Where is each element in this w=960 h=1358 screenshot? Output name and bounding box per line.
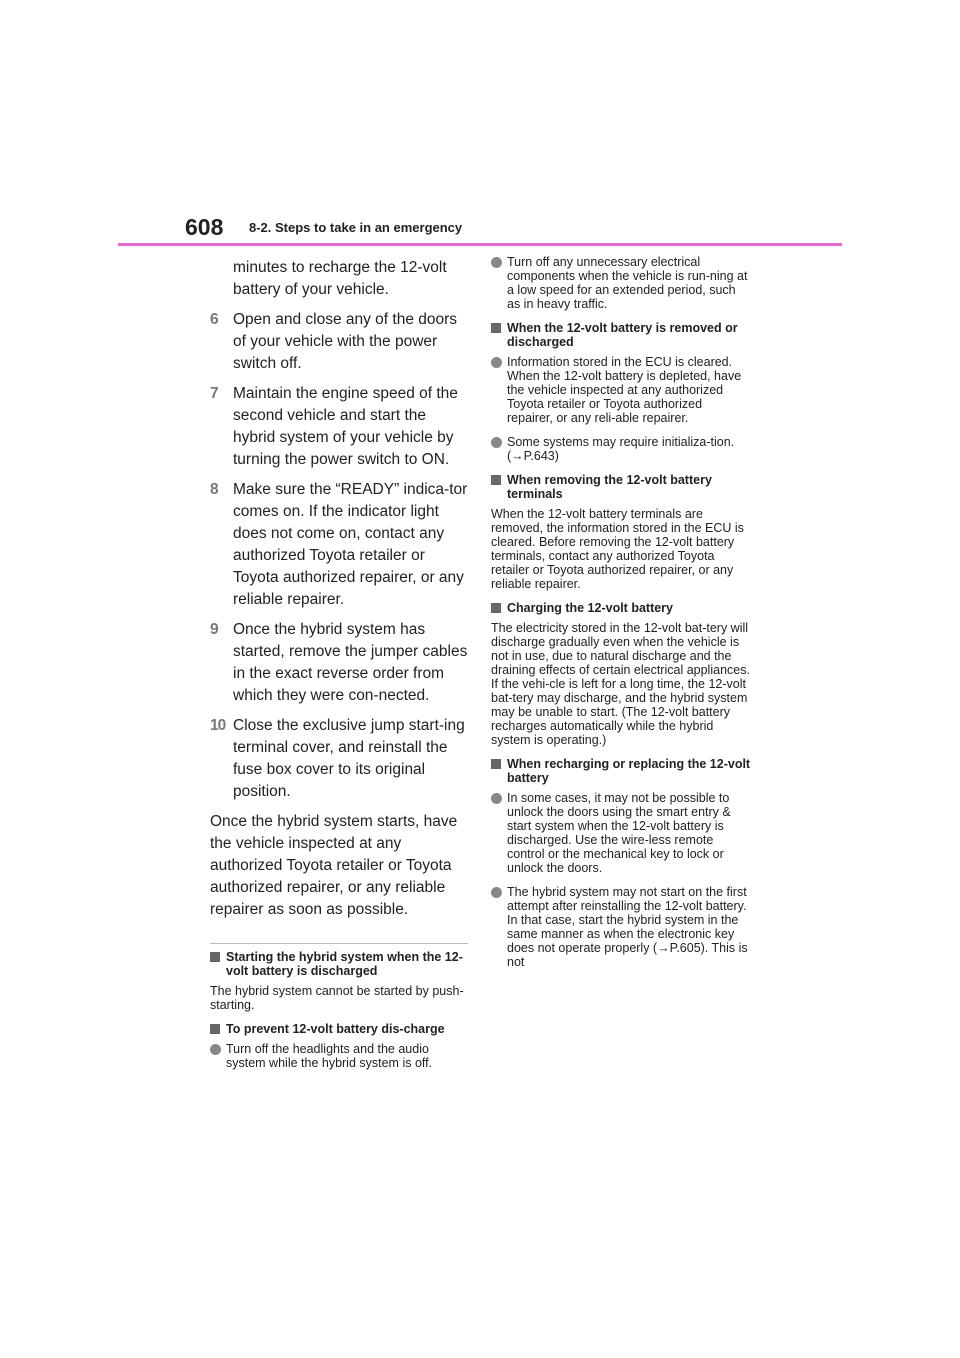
note-bullet: [491, 791, 751, 875]
note-bullet: [491, 885, 751, 969]
section-divider: [210, 943, 468, 944]
step-number: 8: [210, 481, 218, 498]
step-9: [210, 619, 468, 707]
square-bullet-icon: [491, 475, 501, 485]
step-number: 10: [210, 717, 226, 734]
square-bullet-icon: [210, 952, 220, 962]
circle-bullet-icon: [491, 887, 502, 898]
section-title: 8-2. Steps to take in an emergency: [249, 220, 463, 235]
right-column: [491, 255, 751, 979]
note-heading: [491, 321, 751, 349]
step-8: [210, 479, 468, 611]
square-bullet-icon: [491, 603, 501, 613]
square-bullet-icon: [491, 323, 501, 333]
heading-text: To prevent 12-volt battery dis-charge: [226, 1022, 445, 1036]
note-heading: [210, 950, 468, 978]
step-6: [210, 309, 468, 375]
square-bullet-icon: [210, 1024, 220, 1034]
circle-bullet-icon: [491, 437, 502, 448]
bullet-text: Turn off the headlights and the audio system while the hybrid system is off.: [226, 1042, 433, 1070]
circle-bullet-icon: [491, 257, 502, 268]
continued-text: minutes to recharge the 12-volt battery of your vehicle.: [233, 259, 447, 298]
note-body: The electricity stored in the 12-volt bat-tery will discharge gradually even when the vehicle is not in use, due to natural discharge and the draining effects of certain electrical appliances. If the vehi-cle is left for a long time, the 12-volt bat-tery may discharge, and the hybrid system may be unable to start. (The 12-volt battery recharges automatically while the hybrid system is operating.): [491, 621, 750, 747]
note-bullet: [210, 1042, 468, 1070]
header-rule: [118, 243, 842, 246]
page-number: 608: [185, 214, 224, 240]
step-text: Maintain the engine speed of the second vehicle and start the hybrid system of your vehicle by turning the power switch to ON.: [233, 385, 458, 468]
note-heading: [210, 1022, 468, 1036]
heading-text: Starting the hybrid system when the 12-volt battery is discharged: [226, 950, 463, 978]
step-text: Once the hybrid system has started, remove the jumper cables in the exact reverse order from which they were con-nected.: [233, 621, 468, 704]
bullet-text: Information stored in the ECU is cleared. When the 12-volt battery is depleted, have the vehicle inspected at any authorized Toyota retailer or Toyota authorized repairer, or any reli-able repairer.: [507, 355, 742, 425]
heading-text: When removing the 12-volt battery terminals: [507, 473, 712, 501]
note-body: When the 12-volt battery terminals are removed, the information stored in the ECU is cleared. Before removing the 12-volt battery terminals, contact any authorized Toyota retailer or Toyota authorized repairer, or any reliable repairer.: [491, 507, 744, 591]
heading-text: Charging the 12-volt battery: [507, 601, 673, 615]
bullet-text: In some cases, it may not be possible to unlock the doors using the smart entry & start system when the 12-volt battery is discharged. Use the wire-less remote control or the mechanical key to lock or unlock the doors.: [507, 791, 731, 875]
circle-bullet-icon: [491, 793, 502, 804]
bullet-text: Turn off any unnecessary electrical components when the vehicle is run-ning at a low speed for an extended period, such as in heavy traffic.: [507, 255, 748, 311]
page-header: [0, 0, 960, 250]
bullet-text: The hybrid system may not start on the first attempt after reinstalling the 12-volt battery. In that case, start the hybrid system in the same manner as when the electronic key does not operate properly (→P.605). This is not: [507, 885, 748, 969]
step-7: [210, 383, 468, 471]
closing-paragraph: Once the hybrid system starts, have the vehicle inspected at any authorized Toyota retailer or Toyota authorized repairer, or any reliable repairer as soon as possible.: [210, 813, 458, 918]
note-body: The hybrid system cannot be started by push-starting.: [210, 984, 464, 1012]
step-10: [210, 715, 468, 803]
left-column: [210, 257, 468, 1080]
step-number: 6: [210, 311, 218, 328]
heading-text: When the 12-volt battery is removed or discharged: [507, 321, 738, 349]
heading-text: When recharging or replacing the 12-volt battery: [507, 757, 751, 785]
step-number: 7: [210, 385, 218, 402]
step-text: Close the exclusive jump start-ing terminal cover, and reinstall the fuse box cover to its original position.: [233, 717, 465, 800]
note-heading: [491, 473, 751, 501]
bullet-text: Some systems may require initializa-tion. (→P.643): [507, 435, 735, 463]
step-text: Open and close any of the doors of your vehicle with the power switch off.: [233, 311, 458, 372]
step-number: 9: [210, 621, 218, 638]
note-heading: [491, 757, 751, 785]
circle-bullet-icon: [491, 357, 502, 368]
square-bullet-icon: [491, 759, 501, 769]
note-bullet: [491, 355, 751, 425]
note-heading: [491, 601, 751, 615]
step-text: Make sure the “READY” indica-tor comes on. If the indicator light does not come on, contact any authorized Toyota retailer or Toyota authorized repairer, or any reliable repairer.: [233, 481, 468, 608]
note-bullet: [491, 255, 751, 311]
circle-bullet-icon: [210, 1044, 221, 1055]
note-bullet: [491, 435, 751, 463]
